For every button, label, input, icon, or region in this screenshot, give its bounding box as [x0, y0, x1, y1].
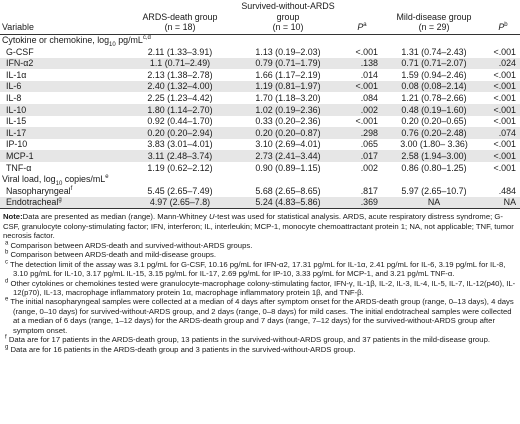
row-label: IL-10: [0, 104, 126, 116]
cell-survived-without-ards: 1.19 (0.81–1.97): [234, 81, 342, 93]
footnote-f: $^f$ Data are for 17 patients in the ARDS-death group, 13 patients in the survived-without-ARDS group, and 37 patients in the mild-disease group.: [5, 334, 490, 345]
cell-mild-disease: 0.48 (0.19–1.60): [382, 104, 486, 116]
row-label: IFN-α2: [0, 58, 126, 70]
cell-mild-disease: 5.97 (2.65–10.7): [401, 185, 467, 196]
section-row-viral-load: [0, 174, 520, 186]
row-label: TNF-α: [6, 162, 32, 173]
cell-survived-without-ards: 1.70 (1.18–3.20): [255, 93, 321, 104]
footnote-b: $^b$ Comparison between ARDS-death and mild-disease groups.: [5, 249, 217, 260]
cell-mild-disease: 1.31 (0.74–2.43): [401, 46, 467, 57]
cell-p-value-b: <.001: [493, 162, 516, 173]
header-mild-disease-group: Mild-disease group (n = 29): [382, 0, 486, 34]
cell-survived-without-ards: 5.24 (4.83–5.86): [234, 197, 342, 209]
footnote-list: [3, 241, 517, 354]
cell-ards-death: 1.80 (1.14–2.70): [126, 104, 234, 116]
cell-ards-death: 3.11 (2.48–3.74): [126, 150, 234, 162]
cell-p-value-b: .074: [486, 127, 520, 139]
cell-ards-death: 2.40 (1.32–4.00): [126, 81, 234, 93]
cell-p-value-a: .084: [360, 93, 378, 104]
cell-mild-disease: 1.21 (0.78–2.66): [401, 93, 467, 104]
cell-p-value-b: <.001: [486, 150, 520, 162]
cell-p-value-a: <.001: [355, 116, 378, 127]
table-row: [0, 139, 520, 151]
table-row: [0, 58, 520, 70]
cell-p-value-b: <.001: [486, 81, 520, 93]
cell-p-value-b: .024: [486, 58, 520, 70]
section-label-viral-load: Viral load, $\log_{10}$ copies/$mL^e$: [2, 174, 109, 186]
cell-ards-death: 2.11 (1.33–3.91): [147, 46, 213, 57]
cell-mild-disease: 0.86 (0.80–1.25): [401, 162, 467, 173]
table-row: [0, 92, 520, 104]
cell-p-value-a: .002: [360, 162, 378, 173]
row-label: IL-1α: [6, 69, 27, 80]
note-paragraph: Note:Data are presented as median (range). Mann-Whitney U-test was used for statistical analysis. ARDS, acute respiratory distress syndrome; G-CSF, granulocyte colony-stimulating factor; IFN, interferon; IL, interleukin; MCP-1, monocyte chemoattractant protein 1; NA, not applicable; TNF, tumor necrosis factor.: [3, 212, 514, 241]
cell-p-value-b: <.001: [486, 104, 520, 116]
cell-p-value-b: <.001: [493, 46, 516, 57]
cell-p-value-a: .065: [360, 139, 378, 150]
footnote-e: $^e$ The initial nasopharyngeal samples were collected at a median of 4 days after symptom onset for the ARDS-death group (range, 0–13 days), 4 days (range, 0–10 days) for survived-without-ARDS group, and 2 days (range, 0–8 days) for mild cases. The initial endotracheal samples were collected at a median of 6 days (range, 1–12 days) for the ARDS-death group and 7 days (range, 7–12 days) for the survived-without-ARDS group after symptom onset.: [5, 296, 514, 335]
cell-ards-death: 0.92 (0.44–1.70): [147, 116, 213, 127]
section-label-cytokine: Cytokine or chemokine, $\log_{10} pg/mL^{c,d}$: [2, 35, 151, 47]
cell-survived-without-ards: 0.20 (0.20–0.87): [234, 127, 342, 139]
table-row: [0, 46, 520, 58]
row-label: IL-15: [6, 116, 27, 127]
cell-p-value-a: <.001: [355, 46, 378, 57]
section-row-cytokine: [0, 34, 520, 46]
footnote-g: $^g$ Data are for 16 patients in the ARDS-death group and 3 patients in the survived-without-ARDS group.: [5, 344, 356, 354]
cell-p-value-a: .002: [342, 104, 382, 116]
cell-ards-death: 2.25 (1.23–4.42): [147, 93, 213, 104]
table-row: [0, 104, 520, 116]
cell-p-value-a: .014: [360, 69, 378, 80]
row-label: IL-6: [0, 81, 126, 93]
row-label: G-CSF: [6, 46, 34, 57]
cell-p-value-a: <.001: [342, 81, 382, 93]
row-label: Endotracheal$^g$: [0, 197, 126, 209]
table-row: [0, 185, 520, 197]
cell-ards-death: 1.19 (0.62–2.12): [147, 162, 213, 173]
header-variable: Variable: [0, 0, 126, 34]
header-ards-death-group: ARDS-death group (n = 18): [126, 0, 234, 34]
cell-p-value-b: <.001: [493, 69, 516, 80]
cell-ards-death: 2.13 (1.38–2.78): [147, 69, 213, 80]
table-row: [0, 116, 520, 128]
table-row: [0, 81, 520, 93]
cell-survived-without-ards: 0.33 (0.20–2.36): [255, 116, 321, 127]
cell-survived-without-ards: 3.10 (2.69–4.01): [255, 139, 321, 150]
cell-p-value-b: NA: [486, 197, 520, 209]
cell-ards-death: 1.1 (0.71–2.49): [126, 58, 234, 70]
cell-mild-disease: 0.08 (0.08–2.14): [382, 81, 486, 93]
cell-p-value-b: <.001: [493, 93, 516, 104]
cell-ards-death: 4.97 (2.65–7.8): [126, 197, 234, 209]
cell-ards-death: 5.45 (2.65–7.49): [147, 185, 213, 196]
table-row: [0, 162, 520, 174]
cell-mild-disease: 1.59 (0.94–2.46): [401, 69, 467, 80]
cell-p-value-a: .369: [342, 197, 382, 209]
table-row: [0, 197, 520, 209]
cell-survived-without-ards: 2.73 (2.41–3.44): [234, 150, 342, 162]
table-row: [0, 150, 520, 162]
footnote-d: $^d$ Other cytokines or chemokines tested were granulocyte-macrophage colony-stimulating factor, IFN-γ, IL-1β, IL-2, IL-3, IL-4, IL-5, IL-7, IL-12(p40), IL-12(p70), IL-13, macrophage inflammatory protein 1α, macrophage inflammatory protein 1β, and TNF-β.: [5, 278, 516, 298]
footnote-a: $^a$ Comparison between ARDS-death and survived-without-ARDS groups.: [5, 240, 253, 250]
cell-survived-without-ards: 0.79 (0.71–1.79): [234, 58, 342, 70]
row-label: Nasopharyngeal$^f$: [6, 185, 73, 196]
cell-ards-death: 0.20 (0.20–2.94): [126, 127, 234, 139]
cell-p-value-b: .484: [498, 185, 516, 196]
results-table: [0, 0, 520, 209]
table-notes: [0, 209, 520, 354]
cell-p-value-b: <.001: [493, 139, 516, 150]
cell-p-value-a: .017: [342, 150, 382, 162]
header-survived-without-ards-group: Survived-without-ARDS group (n = 10): [234, 0, 342, 34]
row-label: IP-10: [6, 139, 28, 150]
cell-p-value-b: <.001: [493, 116, 516, 127]
table-header-row: [0, 0, 520, 34]
footnote-c: $^c$ The detection limit of the assay was 3.1 pg/mL for G-CSF, 10.16 pg/mL for IFN-α2, 17.31 pg/mL for IL-1α, 2.41 pg/mL for IL-6, 3.19 pg/mL for IL-8, 3.10 pg/mL for IL-10, 3.17 pg/mL IL-15, 3.15 pg/mL for IL-17, 2.69 pg/mL for IP-10, 3.33 pg/mL for MCP-1, and 3.21 pg/mL TNF-α.: [5, 259, 506, 279]
row-label: IL-8: [6, 93, 22, 104]
header-p-value-a: $P^a$: [342, 0, 382, 34]
cell-p-value-a: .817: [360, 185, 378, 196]
row-label: MCP-1: [0, 150, 126, 162]
cell-mild-disease: 3.00 (1.80– 3.36): [400, 139, 468, 150]
cell-ards-death: 3.83 (3.01–4.01): [147, 139, 213, 150]
cell-survived-without-ards: 1.13 (0.19–2.03): [255, 46, 321, 57]
header-p-value-b: $P^b$: [486, 0, 520, 34]
cell-survived-without-ards: 5.68 (2.65–8.65): [255, 185, 321, 196]
cell-survived-without-ards: 1.02 (0.19–2.36): [234, 104, 342, 116]
cell-p-value-a: .138: [342, 58, 382, 70]
cell-mild-disease: 0.20 (0.20–0.65): [401, 116, 467, 127]
cell-survived-without-ards: 1.66 (1.17–2.19): [255, 69, 321, 80]
table-row: [0, 127, 520, 139]
cell-mild-disease: 0.76 (0.20–2.48): [382, 127, 486, 139]
cell-p-value-a: .298: [342, 127, 382, 139]
table-row: [0, 69, 520, 81]
cell-mild-disease: 2.58 (1.94–3.00): [382, 150, 486, 162]
cell-mild-disease: NA: [382, 197, 486, 209]
table-body: [0, 34, 520, 209]
row-label: IL-17: [0, 127, 126, 139]
cell-mild-disease: 0.71 (0.71–2.07): [382, 58, 486, 70]
cell-survived-without-ards: 0.90 (0.89–1.15): [255, 162, 321, 173]
